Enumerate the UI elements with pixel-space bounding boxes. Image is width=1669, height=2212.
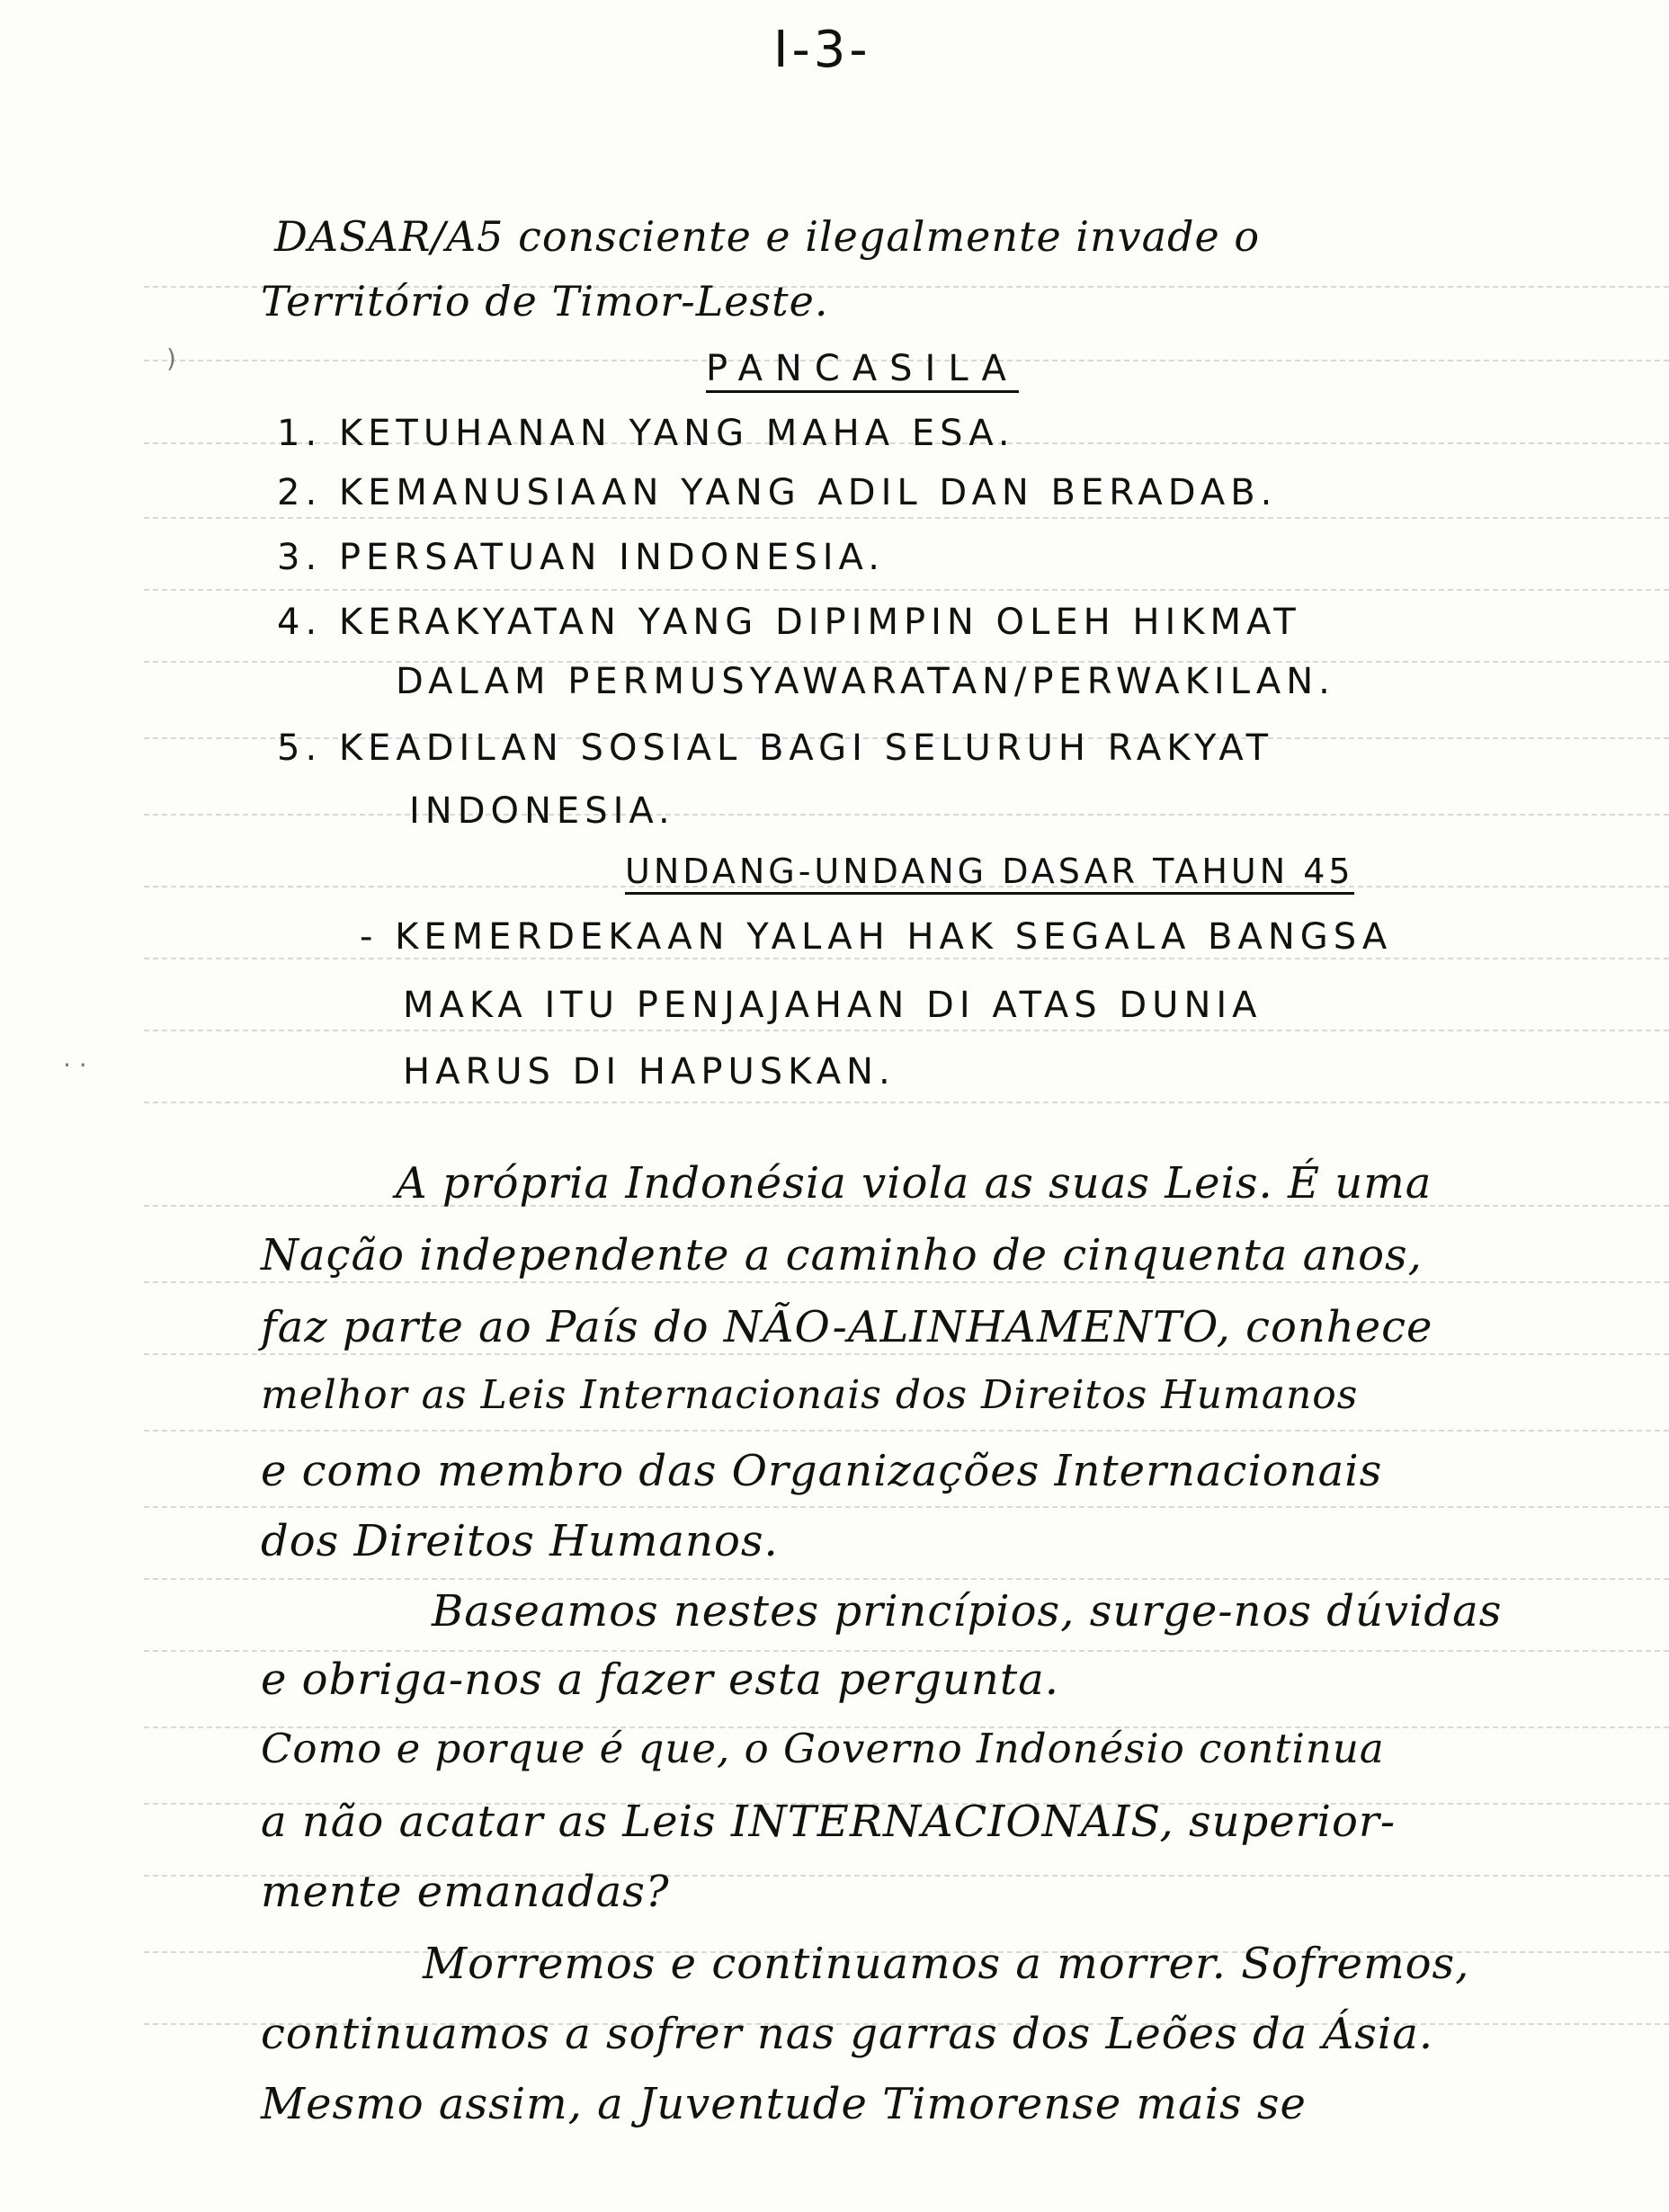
ruled-line — [144, 1030, 1669, 1031]
pancasila-item-1: 1. KETUHANAN YANG MAHA ESA. — [277, 413, 1015, 454]
ruled-line — [144, 1102, 1669, 1103]
body-p1-line-5: e como membro das Organizações Internacionais — [261, 1446, 1383, 1496]
uud-line-1: - KEMERDEKAAN YALAH HAK SEGALA BANGSA — [360, 916, 1393, 958]
intro-line-2: Território de Timor-Leste. — [261, 277, 829, 326]
uud-line-2: MAKA ITU PENJAJAHAN DI ATAS DUNIA — [403, 985, 1263, 1026]
body-p1-line-4: melhor as Leis Internacionais dos Direitos Humanos — [261, 1372, 1359, 1418]
ruled-line — [144, 1353, 1669, 1355]
ruled-line — [144, 1650, 1669, 1652]
body-p2-line-1: Baseamos nestes princípios, surge-nos dúvidas — [432, 1586, 1503, 1637]
ruled-line — [144, 1578, 1669, 1580]
body-p3-line-1: Morremos e continuamos a morrer. Sofremos, — [423, 1939, 1470, 1989]
body-p1-line-6: dos Direitos Humanos. — [261, 1516, 779, 1566]
ruled-line — [144, 1506, 1669, 1508]
body-p2-line-5: mente emanadas? — [261, 1867, 670, 1917]
ruled-line — [144, 814, 1669, 816]
body-p1-line-3: faz parte ao País do NÃO-ALINHAMENTO, conhece — [261, 1302, 1433, 1352]
body-p2-line-4: a não acatar as Leis INTERNACIONAIS, superior- — [261, 1797, 1397, 1847]
pancasila-item-3: 3. PERSATUAN INDONESIA. — [277, 537, 885, 578]
ruled-line — [144, 958, 1669, 959]
ruled-line — [144, 517, 1669, 519]
uud-heading: UNDANG-UNDANG DASAR TAHUN 45 — [625, 854, 1354, 895]
pancasila-heading: PANCASILA — [706, 351, 1019, 393]
ruled-line — [144, 1430, 1669, 1432]
ruled-line — [144, 1281, 1669, 1283]
body-p1-line-1: A própria Indonésia viola as suas Leis. É uma — [396, 1158, 1432, 1209]
scan-speck: · · — [63, 1050, 87, 1080]
body-p1-line-2: Nação independente a caminho de cinquenta anos, — [261, 1230, 1423, 1280]
body-p3-line-2: continuamos a sofrer nas garras dos Leões da Ásia. — [261, 2009, 1434, 2059]
body-p2-line-2: e obriga-nos a fazer esta pergunta. — [261, 1655, 1060, 1705]
page-number: I-3- — [773, 21, 871, 79]
ruled-line — [144, 589, 1669, 591]
body-p2-line-3: Como e porque é que, o Governo Indonésio continua — [261, 1725, 1385, 1772]
pancasila-item-4-cont: DALAM PERMUSYAWARATAN/PERWAKILAN. — [396, 661, 1335, 702]
pancasila-item-5: 5. KEADILAN SOSIAL BAGI SELURUH RAKYAT — [277, 727, 1274, 769]
pancasila-item-4: 4. KERAKYATAN YANG DIPIMPIN OLEH HIKMAT — [277, 602, 1301, 643]
pancasila-item-5-cont: INDONESIA. — [409, 790, 675, 832]
uud-line-3: HARUS DI HAPUSKAN. — [403, 1051, 896, 1093]
pancasila-item-2: 2. KEMANUSIAAN YANG ADIL DAN BERADAB. — [277, 472, 1278, 513]
body-p3-line-3: Mesmo assim, a Juventude Timorense mais se — [261, 2079, 1307, 2129]
scan-speck: ) — [166, 343, 176, 373]
intro-line-1: DASAR/A5 consciente e ilegalmente invade o — [274, 212, 1261, 261]
